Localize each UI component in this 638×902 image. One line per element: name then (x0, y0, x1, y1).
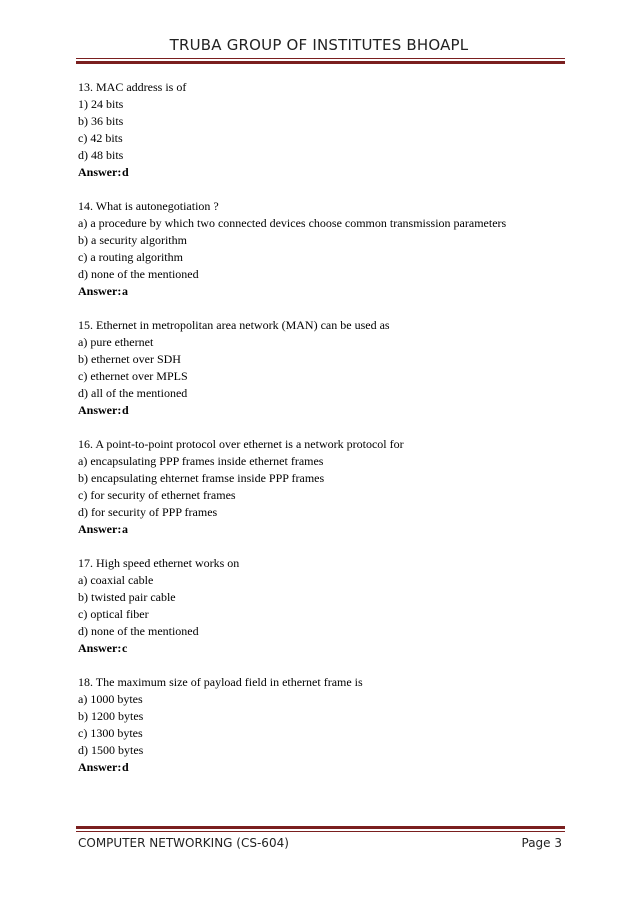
answer-label: Answer: (78, 760, 122, 774)
option-item: b) ethernet over SDH (78, 352, 181, 366)
answer-line (78, 164, 558, 181)
option-item: a) encapsulating PPP frames inside ethernet frames (78, 454, 324, 468)
option-item: d) 1500 bytes (78, 743, 144, 757)
option-item: c) optical fiber (78, 607, 149, 621)
option-item: a) coaxial cable (78, 573, 154, 587)
option-item: d) none of the mentioned (78, 624, 199, 638)
option-item: a) a procedure by which two connected devices choose common transmission parameters (78, 216, 507, 230)
question-text: 13. MAC address is of (78, 80, 187, 94)
option-item: b) 36 bits (78, 114, 124, 128)
option-item: c) 1300 bytes (78, 726, 143, 740)
question-text: 14. What is autonegotiation ? (78, 199, 219, 213)
option-item: b) 1200 bytes (78, 709, 144, 723)
option-item: c) ethernet over MPLS (78, 369, 188, 383)
answer-label: Answer: (78, 284, 122, 298)
question-text: 16. A point-to-point protocol over ethernet is a network protocol for (78, 437, 404, 451)
footer-page-number: Page 3 (521, 836, 562, 850)
question-text: 17. High speed ethernet works on (78, 556, 240, 570)
answer-label: Answer: (78, 165, 122, 179)
footer-course: COMPUTER NETWORKING (CS-604) (78, 836, 289, 850)
option-item: b) encapsulating ehternet framse inside PPP frames (78, 471, 325, 485)
answer-value: c (122, 641, 128, 655)
answer-line (78, 521, 558, 538)
answer-value: d (122, 165, 129, 179)
option-item: c) a routing algorithm (78, 250, 183, 264)
option-item: b) twisted pair cable (78, 590, 176, 604)
option-item: c) for security of ethernet frames (78, 488, 236, 502)
option-item: d) 48 bits (78, 148, 124, 162)
header-rule-thin (76, 58, 565, 59)
option-item: 1) 24 bits (78, 97, 124, 111)
header-rule-thick (76, 61, 565, 64)
option-item: d) all of the mentioned (78, 386, 188, 400)
question-block (78, 436, 558, 538)
question-list (78, 79, 558, 793)
option-item: b) a security algorithm (78, 233, 187, 247)
page-header-title: TRUBA GROUP OF INSTITUTES BHOAPL (169, 36, 469, 54)
option-item: d) for security of PPP frames (78, 505, 218, 519)
question-block (78, 674, 558, 776)
answer-value: d (122, 760, 129, 774)
question-block (78, 317, 558, 419)
option-item: a) 1000 bytes (78, 692, 143, 706)
answer-value: d (122, 403, 129, 417)
option-item: a) pure ethernet (78, 335, 154, 349)
answer-line (78, 402, 558, 419)
answer-label: Answer: (78, 522, 122, 536)
question-block (78, 198, 558, 300)
question-text: 18. The maximum size of payload field in ethernet frame is (78, 675, 363, 689)
answer-label: Answer: (78, 403, 122, 417)
question-block (78, 79, 558, 181)
answer-line (78, 759, 558, 776)
question-block (78, 555, 558, 657)
answer-line (78, 283, 558, 300)
answer-value: a (122, 284, 128, 298)
answer-label: Answer: (78, 641, 122, 655)
footer-rule-thick (76, 826, 565, 829)
footer-rule-thin (76, 831, 565, 832)
question-text: 15. Ethernet in metropolitan area network (MAN) can be used as (78, 318, 390, 332)
option-item: d) none of the mentioned (78, 267, 199, 281)
answer-line (78, 640, 558, 657)
option-item: c) 42 bits (78, 131, 123, 145)
answer-value: a (122, 522, 128, 536)
